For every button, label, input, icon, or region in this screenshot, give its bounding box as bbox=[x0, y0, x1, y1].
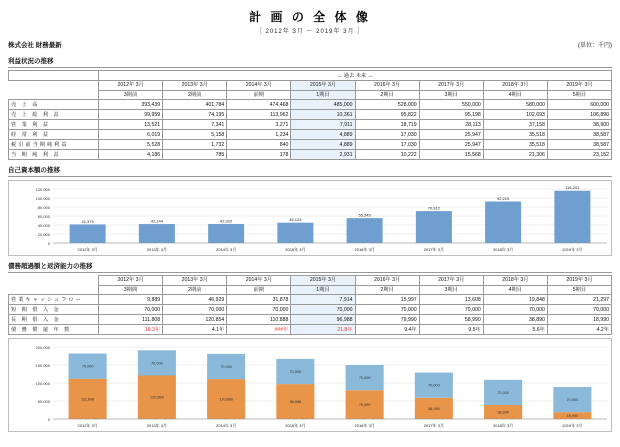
cell-r2-c6: 38,890 bbox=[483, 315, 547, 325]
bar-label-0: 41,379 bbox=[81, 218, 94, 224]
x-tick-label-4: 2016年 3月 bbox=[354, 423, 375, 428]
table-row bbox=[9, 295, 612, 305]
cell-r3-c0: 6,019 bbox=[99, 130, 163, 140]
section-profit-rule bbox=[8, 67, 612, 68]
cell-r5-c2: 178 bbox=[227, 150, 291, 160]
y-tick-label: 120,000 bbox=[35, 186, 50, 192]
cell-r4-c2: 840 bbox=[227, 140, 291, 150]
header-corner-2 bbox=[9, 90, 99, 100]
cell-r1-c3: 10,361 bbox=[291, 110, 355, 120]
cell-r5-c5: 15,568 bbox=[419, 150, 483, 160]
x-tick-label-2: 2014年 3月 bbox=[216, 423, 237, 428]
cell-r2-c7: 18,990 bbox=[547, 315, 611, 325]
column-header-year-2: 2014年 3月 bbox=[227, 81, 291, 91]
row-label: 税引前当期純利益 bbox=[9, 140, 99, 150]
cell-r3-c1: 5,158 bbox=[163, 130, 227, 140]
stack-label-s0-c6: 38,890 bbox=[497, 410, 509, 415]
y-tick-label: 40,000 bbox=[37, 222, 50, 228]
cell-r1-c2: 70,000 bbox=[227, 305, 291, 315]
timeline-arrow-row bbox=[9, 71, 612, 81]
cell-r0-c1: 401,784 bbox=[163, 100, 227, 110]
stack-label-s0-c1: 120,854 bbox=[150, 395, 164, 400]
row-label: 営 業 利 益 bbox=[9, 120, 99, 130]
cell-r2-c2: 3,271 bbox=[227, 120, 291, 130]
cell-r0-c4: 528,000 bbox=[355, 100, 419, 110]
section-profit-title: 利益状況の推移 bbox=[8, 58, 54, 65]
cell-r0-c6: 19,848 bbox=[483, 295, 547, 305]
x-tick-label-1: 2013年 3月 bbox=[146, 423, 167, 428]
timeline-arrow: ← 過去 未来 → bbox=[99, 71, 612, 81]
column-header-year-1: 2013年 3月 bbox=[163, 81, 227, 91]
cell-r4-c1: 1,732 bbox=[163, 140, 227, 150]
bar-label-1: 42,144 bbox=[150, 218, 163, 224]
cell-r0-c7: 600,000 bbox=[547, 100, 611, 110]
company-name: 株式会社 財務最新 bbox=[8, 42, 62, 49]
column-header-year-4: 2016年 3月 bbox=[355, 276, 419, 286]
cell-r0-c2: 31,878 bbox=[227, 295, 291, 305]
x-tick-label-1: 2013年 3月 bbox=[146, 247, 167, 252]
bar-3 bbox=[277, 223, 313, 243]
section-equity-title: 自己資本額の推移 bbox=[8, 167, 60, 174]
cell-r2-c4: 79,990 bbox=[355, 315, 419, 325]
column-header-year-6: 2018年 3月 bbox=[483, 81, 547, 91]
stack-label-s1-c3: 70,000 bbox=[289, 369, 302, 374]
bar-4 bbox=[347, 218, 383, 243]
y-tick-label: 150,000 bbox=[35, 362, 50, 368]
bar-label-6: 92,219 bbox=[497, 196, 510, 202]
column-header-term-6: 4期目 bbox=[483, 285, 547, 295]
stack-label-s1-c0: 70,000 bbox=[81, 364, 94, 369]
table-row bbox=[9, 130, 612, 140]
bar-5 bbox=[416, 211, 452, 243]
cell-r0-c6: 580,000 bbox=[483, 100, 547, 110]
bar-label-3: 45,123 bbox=[289, 217, 302, 223]
stack-label-s1-c1: 70,000 bbox=[151, 361, 163, 366]
header-corner-2 bbox=[9, 285, 99, 295]
column-header-year-6: 2018年 3月 bbox=[483, 276, 547, 286]
cell-r2-c5: 28,113 bbox=[419, 120, 483, 130]
cell-r0-c1: 46,929 bbox=[163, 295, 227, 305]
column-header-year-3: 2015年 3月 bbox=[291, 81, 355, 91]
y-tick-label: 20,000 bbox=[37, 231, 50, 237]
table-header-year-row bbox=[9, 81, 612, 91]
cell-r2-c7: 38,900 bbox=[547, 120, 611, 130]
column-header-term-5: 3期目 bbox=[419, 90, 483, 100]
column-header-term-7: 5期目 bbox=[547, 90, 611, 100]
cell-r0-c0: 9,889 bbox=[99, 295, 163, 305]
bar-label-4: 55,245 bbox=[358, 212, 371, 218]
x-tick-label-0: 2012年 3月 bbox=[77, 247, 98, 252]
cell-r2-c0: 111,808 bbox=[99, 315, 163, 325]
bar-7 bbox=[554, 191, 590, 243]
column-header-term-0: 3期前 bbox=[99, 90, 163, 100]
cell-r3-c1: 4.1年 bbox=[163, 325, 227, 335]
cell-r5-c4: 10,222 bbox=[355, 150, 419, 160]
y-tick-label: 0 bbox=[47, 416, 50, 422]
column-header-year-0: 2012年 3月 bbox=[99, 276, 163, 286]
cell-r3-c2: 1,234 bbox=[227, 130, 291, 140]
cell-r1-c4: 95,822 bbox=[355, 110, 419, 120]
cell-r1-c1: 74,195 bbox=[163, 110, 227, 120]
bar-label-2: 42,322 bbox=[220, 218, 233, 224]
stack-label-s1-c4: 70,000 bbox=[358, 376, 371, 381]
cell-r2-c3: 96,988 bbox=[291, 315, 355, 325]
cell-r1-c6: 102,693 bbox=[483, 110, 547, 120]
section-profit bbox=[0, 56, 620, 160]
column-header-term-6: 4期目 bbox=[483, 90, 547, 100]
column-header-year-0: 2012年 3月 bbox=[99, 81, 163, 91]
cell-r0-c3: 7,914 bbox=[291, 295, 355, 305]
cell-r3-c4: 17,030 bbox=[355, 130, 419, 140]
stack-label-s1-c6: 70,000 bbox=[497, 390, 509, 395]
x-tick-label-2: 2014年 3月 bbox=[216, 247, 237, 252]
stack-label-s1-c2: 70,000 bbox=[220, 364, 232, 369]
cell-r2-c3: 7,911 bbox=[291, 120, 355, 130]
cell-r3-c3: 21.8年 bbox=[291, 325, 355, 335]
cell-r1-c3: 70,000 bbox=[291, 305, 355, 315]
column-header-term-4: 2期目 bbox=[355, 285, 419, 295]
cell-r2-c2: 110,888 bbox=[227, 315, 291, 325]
stack-label-s0-c4: 79,990 bbox=[358, 403, 371, 408]
column-header-year-2: 2014年 3月 bbox=[227, 276, 291, 286]
cell-r0-c5: 13,608 bbox=[419, 295, 483, 305]
bar-0 bbox=[70, 224, 106, 243]
document-header bbox=[0, 40, 620, 51]
row-label: 営業キャッシュフロー bbox=[9, 295, 99, 305]
column-header-year-4: 2016年 3月 bbox=[355, 81, 419, 91]
table-row bbox=[9, 150, 612, 160]
section-equity bbox=[0, 165, 620, 256]
cell-r1-c7: 106,890 bbox=[547, 110, 611, 120]
cell-r1-c1: 70,000 bbox=[163, 305, 227, 315]
column-header-year-5: 2017年 3月 bbox=[419, 81, 483, 91]
table-row bbox=[9, 325, 612, 335]
equity-chart bbox=[8, 180, 612, 256]
column-header-term-2: 前期 bbox=[227, 90, 291, 100]
cell-r3-c5: 9.5年 bbox=[419, 325, 483, 335]
table-header-year-row bbox=[9, 276, 612, 286]
stack-label-s1-c7: 70,000 bbox=[566, 398, 579, 403]
stack-label-s0-c3: 96,988 bbox=[289, 400, 302, 405]
y-tick-label: 50,000 bbox=[37, 398, 50, 404]
debt-table bbox=[8, 275, 612, 335]
bar-6 bbox=[485, 202, 521, 243]
column-header-year-3: 2015年 3月 bbox=[291, 276, 355, 286]
cell-r2-c1: 120,854 bbox=[163, 315, 227, 325]
x-tick-label-5: 2017年 3月 bbox=[423, 423, 444, 428]
cell-r5-c0: 4,186 bbox=[99, 150, 163, 160]
cell-r1-c5: 70,000 bbox=[419, 305, 483, 315]
column-header-term-3: 1期目 bbox=[291, 90, 355, 100]
x-tick-label-4: 2016年 3月 bbox=[354, 247, 375, 252]
cell-r3-c2: ###年 bbox=[227, 325, 291, 335]
cell-r2-c6: 37,158 bbox=[483, 120, 547, 130]
section-debt-rule bbox=[8, 272, 612, 273]
row-label: 経 常 利 益 bbox=[9, 130, 99, 140]
y-tick-label: 100,000 bbox=[35, 195, 50, 201]
cell-r0-c3: 485,000 bbox=[291, 100, 355, 110]
column-header-term-1: 2期前 bbox=[163, 285, 227, 295]
section-debt bbox=[0, 261, 620, 432]
y-tick-label: 100,000 bbox=[35, 380, 50, 386]
table-row bbox=[9, 120, 612, 130]
stack-label-s1-c5: 70,000 bbox=[428, 383, 440, 388]
y-tick-label: 200,000 bbox=[35, 344, 50, 350]
x-tick-label-3: 2015年 3月 bbox=[285, 423, 306, 428]
profit-table bbox=[8, 70, 612, 160]
cell-r5-c7: 23,152 bbox=[547, 150, 611, 160]
page-title: 計 画 の 全 体 像 bbox=[249, 10, 371, 24]
cell-r0-c0: 393,439 bbox=[99, 100, 163, 110]
cell-r5-c3: 2,931 bbox=[291, 150, 355, 160]
column-header-term-4: 2期目 bbox=[355, 90, 419, 100]
table-row bbox=[9, 110, 612, 120]
cell-r4-c3: 4,889 bbox=[291, 140, 355, 150]
stack-label-s0-c2: 110,888 bbox=[219, 397, 233, 402]
x-tick-label-3: 2015年 3月 bbox=[285, 247, 306, 252]
column-header-term-5: 3期目 bbox=[419, 285, 483, 295]
y-tick-label: 0 bbox=[47, 240, 50, 246]
column-header-term-2: 前期 bbox=[227, 285, 291, 295]
cell-r0-c5: 550,000 bbox=[419, 100, 483, 110]
column-header-year-7: 2019年 3月 bbox=[547, 276, 611, 286]
x-tick-label-7: 2019年 3月 bbox=[562, 247, 583, 252]
column-header-year-1: 2013年 3月 bbox=[163, 276, 227, 286]
row-label: 長 期 借 入 金 bbox=[9, 315, 99, 325]
bar-label-7: 116,201 bbox=[565, 185, 580, 191]
cell-r3-c7: 38,587 bbox=[547, 130, 611, 140]
column-header-year-5: 2017年 3月 bbox=[419, 276, 483, 286]
cell-r4-c0: 5,528 bbox=[99, 140, 163, 150]
column-header-term-7: 5期目 bbox=[547, 285, 611, 295]
x-tick-label-6: 2018年 3月 bbox=[493, 423, 514, 428]
section-debt-title: 債務超過額と返済能力の推移 bbox=[8, 263, 93, 270]
column-header-term-1: 2期前 bbox=[163, 90, 227, 100]
row-label: 債 務 償 還 年 数 bbox=[9, 325, 99, 335]
bar-label-5: 70,912 bbox=[427, 205, 440, 211]
x-tick-label-6: 2018年 3月 bbox=[493, 247, 514, 252]
row-label: 短 期 借 入 金 bbox=[9, 305, 99, 315]
cell-r4-c4: 17,030 bbox=[355, 140, 419, 150]
stack-label-s0-c7: 18,990 bbox=[566, 414, 579, 419]
y-tick-label: 80,000 bbox=[37, 204, 50, 210]
cell-r0-c7: 21,297 bbox=[547, 295, 611, 305]
cell-r2-c5: 58,990 bbox=[419, 315, 483, 325]
bar-2 bbox=[208, 224, 244, 243]
table-row bbox=[9, 140, 612, 150]
table-header-term-row bbox=[9, 285, 612, 295]
debt-chart bbox=[8, 338, 612, 432]
cell-r4-c7: 38,587 bbox=[547, 140, 611, 150]
header-corner bbox=[9, 81, 99, 91]
cell-r3-c6: 5.6年 bbox=[483, 325, 547, 335]
table-row bbox=[9, 315, 612, 325]
row-label: 売 上 高 bbox=[9, 100, 99, 110]
table-row bbox=[9, 100, 612, 110]
cell-r2-c4: 18,719 bbox=[355, 120, 419, 130]
cell-r3-c0: 18.3年 bbox=[99, 325, 163, 335]
y-tick-label: 60,000 bbox=[37, 213, 50, 219]
cell-r4-c6: 35,518 bbox=[483, 140, 547, 150]
stack-label-s0-c0: 111,808 bbox=[81, 397, 95, 402]
cell-r3-c6: 35,518 bbox=[483, 130, 547, 140]
cell-r0-c4: 15,997 bbox=[355, 295, 419, 305]
cell-r1-c4: 70,000 bbox=[355, 305, 419, 315]
cell-r3-c4: 9.4年 bbox=[355, 325, 419, 335]
table-header-term-row bbox=[9, 90, 612, 100]
header-corner bbox=[9, 276, 99, 286]
column-header-year-7: 2019年 3月 bbox=[547, 81, 611, 91]
cell-r1-c7: 70,000 bbox=[547, 305, 611, 315]
cell-r1-c5: 95,198 bbox=[419, 110, 483, 120]
cell-r1-c0: 99,959 bbox=[99, 110, 163, 120]
x-tick-label-7: 2019年 3月 bbox=[562, 423, 583, 428]
report-page bbox=[0, 8, 620, 447]
cell-r1-c0: 70,000 bbox=[99, 305, 163, 315]
cell-r1-c6: 70,000 bbox=[483, 305, 547, 315]
cell-r1-c2: 113,962 bbox=[227, 110, 291, 120]
cell-r3-c7: 4.2年 bbox=[547, 325, 611, 335]
unit-note: (単位：千円) bbox=[578, 43, 612, 49]
column-header-term-0: 3期間 bbox=[99, 285, 163, 295]
cell-r0-c2: 474,468 bbox=[227, 100, 291, 110]
row-label: 当 期 純 利 益 bbox=[9, 150, 99, 160]
cell-r3-c3: 4,889 bbox=[291, 130, 355, 140]
x-tick-label-5: 2017年 3月 bbox=[423, 247, 444, 252]
page-subtitle: ［ 2012年 3月 ～ 2019年 3月 ］ bbox=[255, 29, 365, 35]
column-header-term-3: 1期目 bbox=[291, 285, 355, 295]
cell-r2-c1: 7,341 bbox=[163, 120, 227, 130]
cell-r5-c1: 785 bbox=[163, 150, 227, 160]
cell-r2-c0: 13,521 bbox=[99, 120, 163, 130]
cell-r5-c6: 21,306 bbox=[483, 150, 547, 160]
cell-r3-c5: 25,947 bbox=[419, 130, 483, 140]
cell-r4-c5: 25,947 bbox=[419, 140, 483, 150]
row-label: 売 上 総 利 益 bbox=[9, 110, 99, 120]
table-row bbox=[9, 305, 612, 315]
section-equity-rule bbox=[8, 176, 612, 177]
stack-label-s0-c5: 58,990 bbox=[428, 406, 440, 411]
x-tick-label-0: 2012年 3月 bbox=[77, 423, 98, 428]
bar-1 bbox=[139, 224, 175, 243]
